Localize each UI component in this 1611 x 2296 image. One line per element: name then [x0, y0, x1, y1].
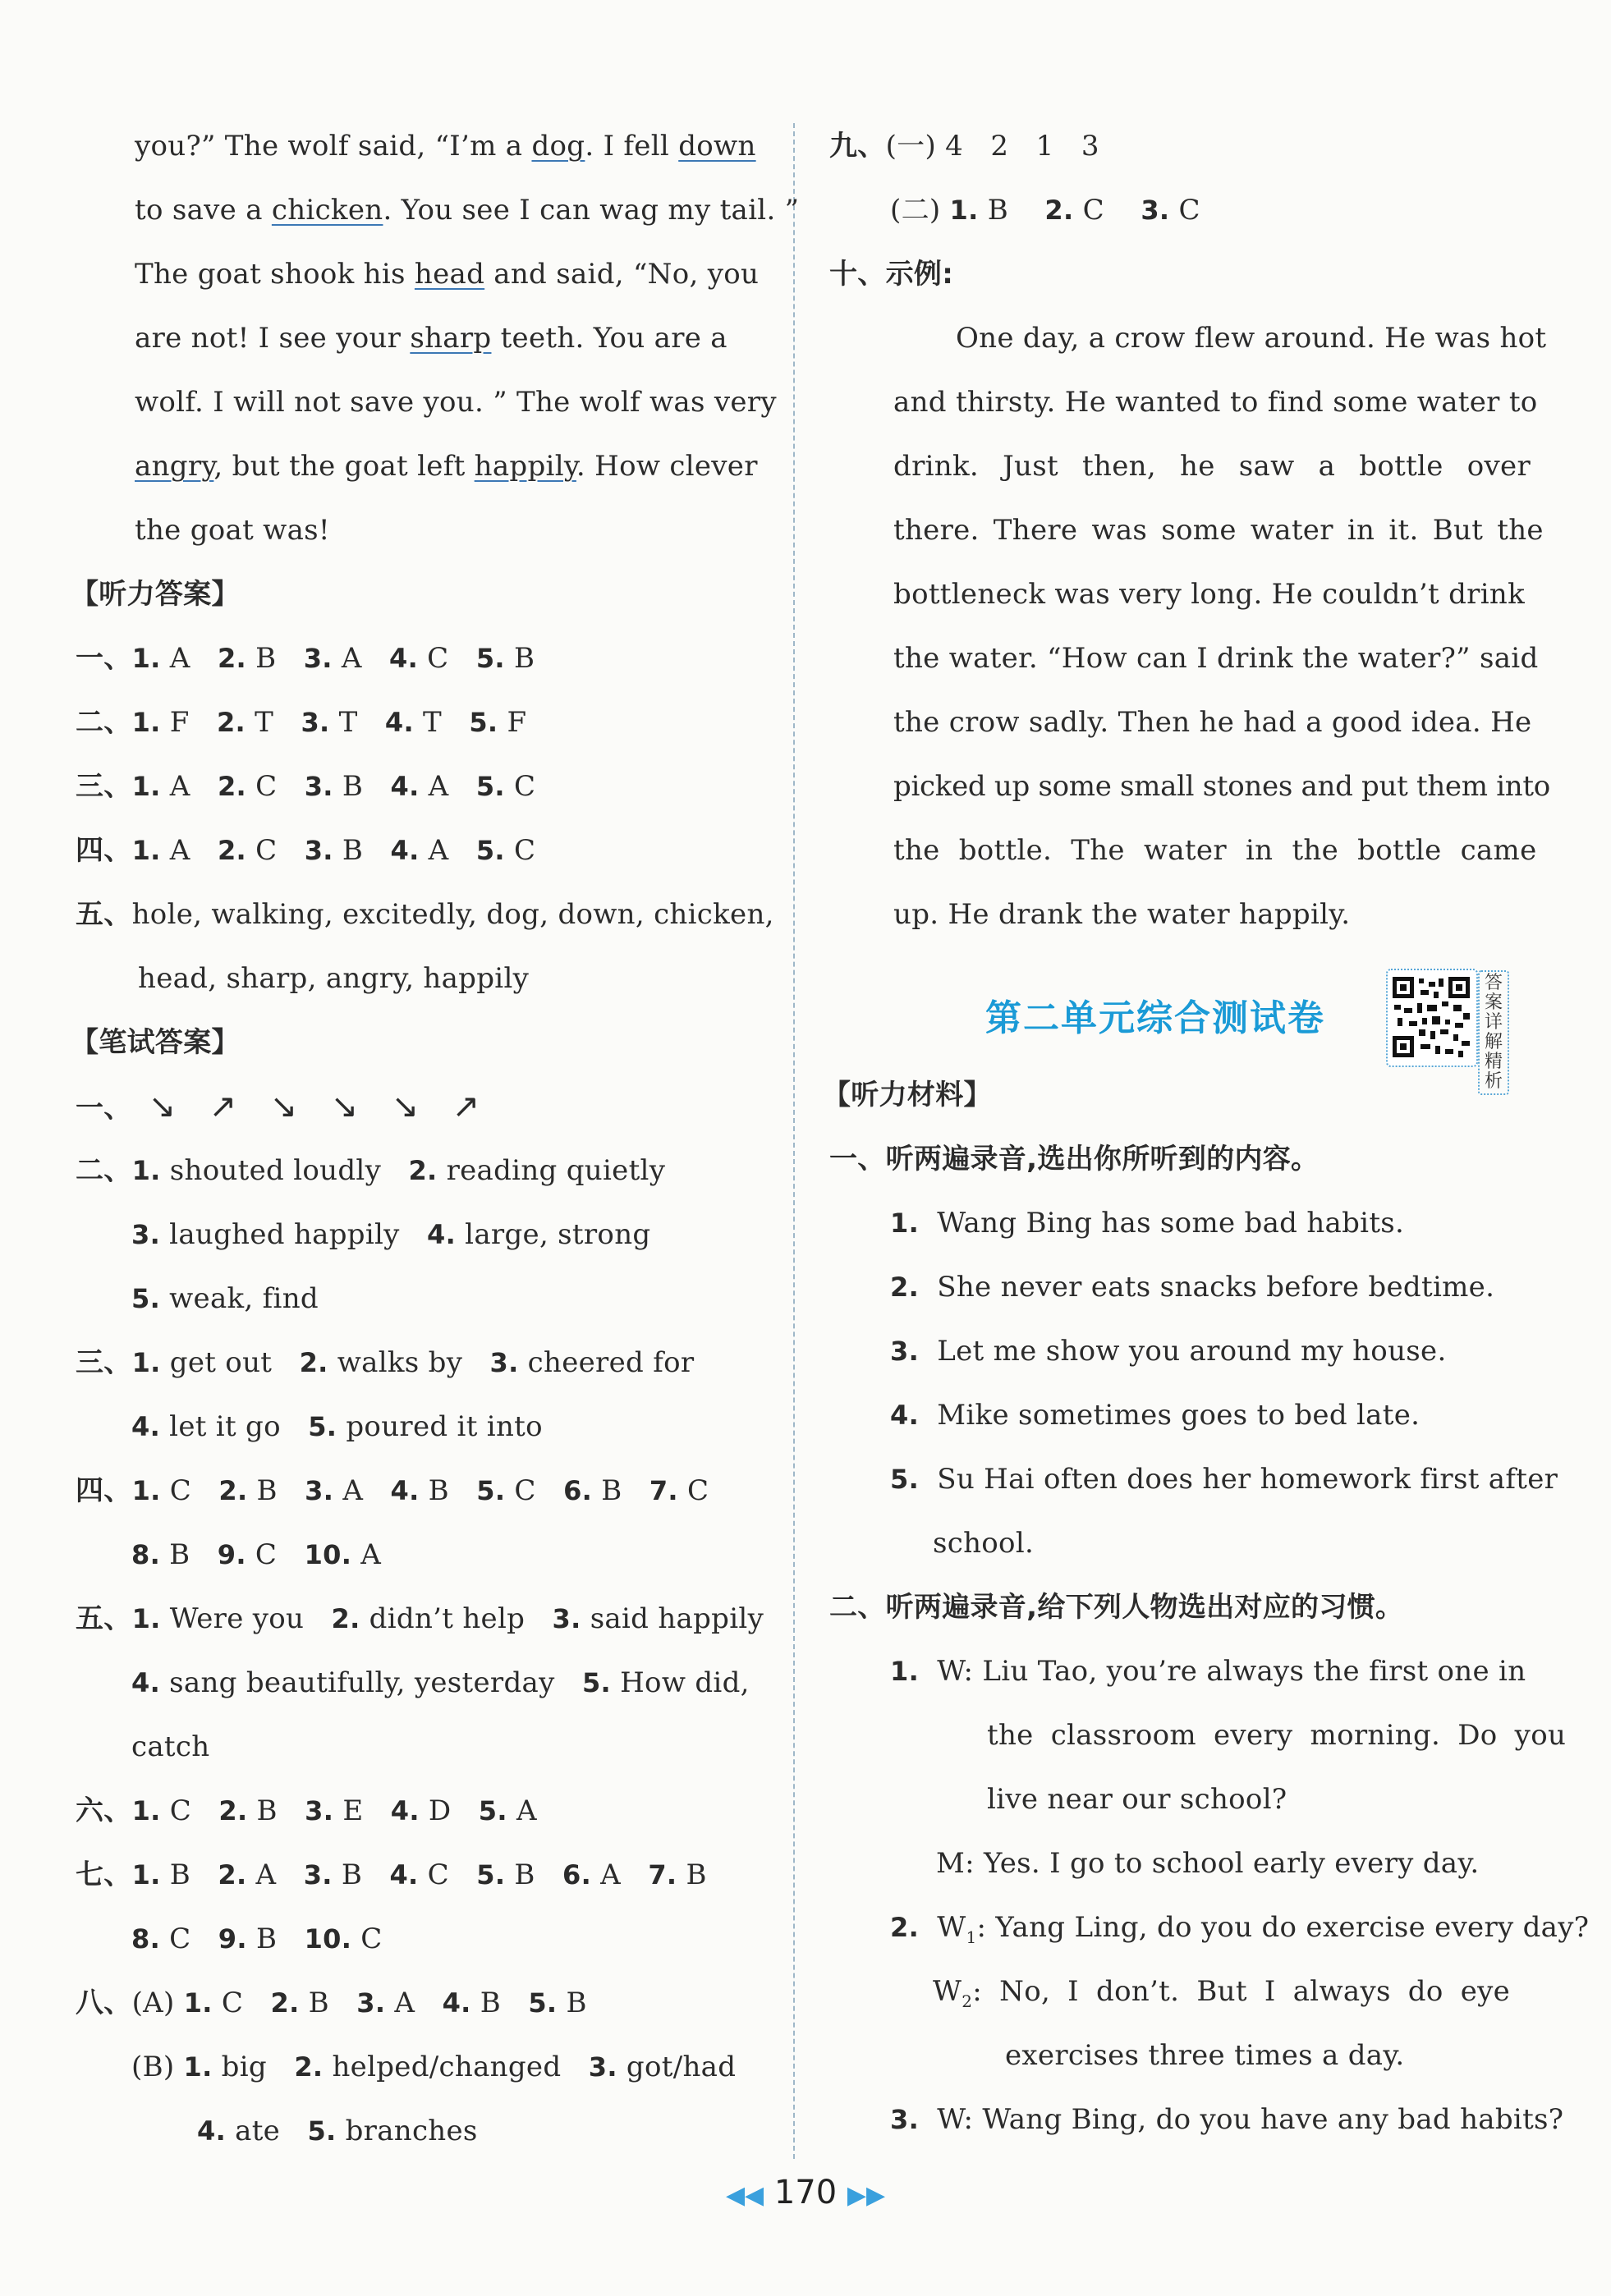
tone-arrow: ↘: [269, 1088, 298, 1125]
written-row-5-c: catch: [131, 1730, 210, 1763]
written-row-4: 四、1. C 2. B 3. A 4. B 5. C 6. B 7. C: [76, 1474, 709, 1507]
listening-row-3: 三、1. A 2. C 3. B 4. A 5. C: [76, 770, 536, 803]
listening-material-heading: 【听力材料】: [823, 1079, 992, 1111]
column-divider: [793, 123, 795, 2159]
story-line-3: The goat shook his head and said, “No, you: [135, 258, 760, 291]
next-page-arrows-icon[interactable]: ▶▶: [847, 2181, 886, 2210]
dialog-1-line-2: the classroom every morning. Do you: [987, 1719, 1567, 1752]
section-9-part-2: (二) 1. B 2. C 3. C: [890, 194, 1200, 227]
qr-code-icon: [1393, 977, 1470, 1057]
qr-code-label: 答案详解精析: [1478, 970, 1509, 1095]
story-line-1: you?” The wolf said, “I’m a dog. I fell down: [135, 130, 756, 163]
written-row-8-a: 八、(A) 1. C 2. B 3. A 4. B 5. B: [76, 1987, 587, 2019]
tone-arrow: ↗: [209, 1088, 237, 1125]
essay-line-1: One day, a crow flew around. He was hot: [956, 322, 1547, 355]
written-row-5: 五、1. Were you 2. didn’t help 3. said happily: [76, 1602, 764, 1635]
sec1-item-3: 3. Let me show you around my house.: [890, 1335, 1447, 1368]
listening-row-5: 五、hole, walking, excitedly, dog, down, chicken,: [76, 898, 774, 931]
written-row-3: 三、1. get out 2. walks by 3. cheered for: [76, 1346, 695, 1379]
written-row-2-b: 3. laughed happily 4. large, strong: [131, 1218, 651, 1251]
sec1-item-4: 4. Mike sometimes goes to bed late.: [890, 1399, 1421, 1432]
dialog-2-line-1: 2. $W_1$: Yang Ling, do you do exercise every day?: [890, 1911, 1590, 1947]
story-line-7: the goat was!: [135, 514, 330, 547]
essay-line-7: the crow sadly. Then he had a good idea. He: [893, 706, 1532, 739]
unit-2-test-title: 第二单元综合测试卷: [985, 997, 1325, 1039]
prev-page-arrows-icon[interactable]: ◀◀: [725, 2181, 764, 2210]
section-10-heading: 十、示例:: [829, 258, 954, 291]
written-row-3-b: 4. let it go 5. poured it into: [131, 1410, 543, 1443]
dialog-1-line-4: M: Yes. I go to school early every day.: [936, 1847, 1480, 1880]
dialog-1-line-1: 1. W: Liu Tao, you’re always the first one in: [890, 1655, 1526, 1688]
written-row-7: 七、1. B 2. A 3. B 4. C 5. B 6. A 7. B: [76, 1858, 707, 1891]
tone-arrow: ↘: [148, 1088, 177, 1125]
written-answers-heading: 【笔试答案】: [71, 1026, 240, 1059]
section-9-part-1: 九、(一) 4 2 1 3: [829, 130, 1099, 163]
written-row-6: 六、1. C 2. B 3. E 4. D 5. A: [76, 1794, 537, 1827]
essay-line-3: drink. Just then, he saw a bottle over: [893, 450, 1531, 483]
written-row-4-b: 8. B 9. C 10. A: [131, 1538, 382, 1571]
essay-line-8: picked up some small stones and put them into: [893, 770, 1550, 803]
tone-arrow: ↘: [330, 1088, 359, 1125]
essay-line-5: bottleneck was very long. He couldn’t drink: [893, 578, 1525, 611]
dialog-1-line-3: live near our school?: [987, 1783, 1287, 1816]
listening-row-2: 二、1. F 2. T 3. T 4. T 5. F: [76, 706, 527, 739]
listening-row-4: 四、1. A 2. C 3. B 4. A 5. C: [76, 834, 536, 867]
page-number: 170: [773, 2174, 838, 2211]
qr-code[interactable]: [1386, 969, 1478, 1067]
essay-line-10: up. He drank the water happily.: [893, 898, 1351, 931]
story-line-5: wolf. I will not save you. ” The wolf was very: [135, 386, 777, 419]
essay-line-2: and thirsty. He wanted to find some water to: [893, 386, 1538, 419]
dialog-2-line-2: $W_2$: No, I don’t. But I always do eye: [933, 1975, 1511, 2011]
listening-row-1: 一、1. A 2. B 3. A 4. C 5. B: [76, 642, 535, 675]
tone-arrow: ↗: [452, 1088, 480, 1125]
sec1-item-5-cont: school.: [933, 1527, 1035, 1560]
section-2-instruction: 二、听两遍录音,给下列人物选出对应的习惯。: [829, 1591, 1404, 1624]
section-1-instruction: 一、听两遍录音,选出你所听到的内容。: [829, 1143, 1320, 1175]
story-line-6: angry, but the goat left happily. How clever: [135, 450, 758, 483]
written-row-5-b: 4. sang beautifully, yesterday 5. How did,: [131, 1666, 750, 1699]
written-row-1: 一、 ↘ ↗ ↘ ↘ ↘ ↗: [76, 1090, 497, 1125]
sec1-item-5: 5. Su Hai often does her homework first after: [890, 1463, 1558, 1496]
dialog-2-line-3: exercises three times a day.: [1005, 2039, 1405, 2072]
essay-line-4: there. There was some water in it. But the: [893, 514, 1544, 547]
written-row-2-c: 5. weak, find: [131, 1282, 319, 1315]
essay-line-9: the bottle. The water in the bottle came: [893, 834, 1537, 867]
page-footer: [0, 2174, 1611, 2211]
written-row-7-b: 8. C 9. B 10. C: [131, 1922, 383, 1955]
written-row-8-b: (B) 1. big 2. helped/changed 3. got/had: [131, 2051, 737, 2083]
story-line-4: are not! I see your sharp teeth. You are a: [135, 322, 727, 355]
sec1-item-2: 2. She never eats snacks before bedtime.: [890, 1271, 1495, 1304]
listening-answers-heading: 【听力答案】: [71, 578, 240, 611]
listening-row-5-cont: head, sharp, angry, happily: [138, 962, 530, 995]
essay-line-6: the water. “How can I drink the water?” said: [893, 642, 1539, 675]
sec1-item-1: 1. Wang Bing has some bad habits.: [890, 1207, 1405, 1240]
story-line-2: to save a chicken. You see I can wag my tail. ”: [135, 194, 800, 227]
dialog-3-line-1: 3. W: Wang Bing, do you have any bad habits?: [890, 2103, 1564, 2136]
written-row-2: 二、1. shouted loudly 2. reading quietly: [76, 1154, 666, 1187]
tone-arrow: ↘: [391, 1088, 420, 1125]
written-row-8-c: 4. ate 5. branches: [197, 2115, 478, 2147]
